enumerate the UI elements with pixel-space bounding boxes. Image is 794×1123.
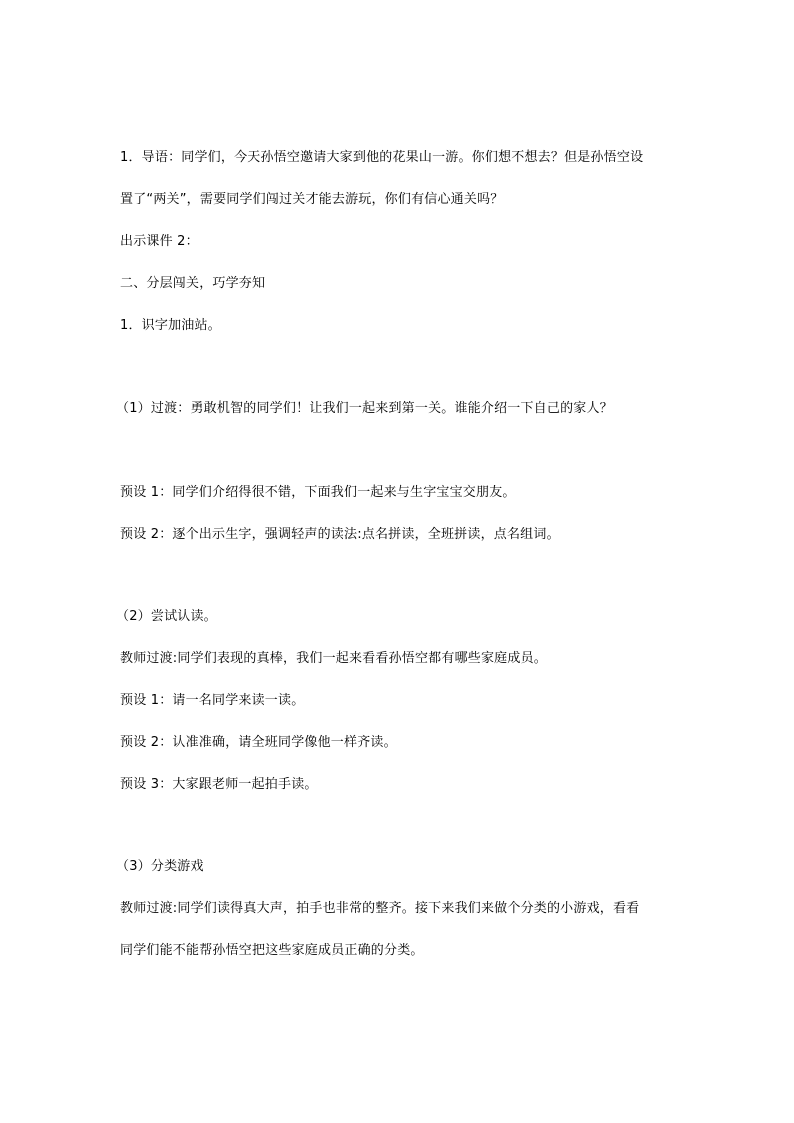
paragraph-intro-line-2: 置了“两关”，需要同学们闯过关才能去游玩，你们有信心通关吗？ xyxy=(120,192,504,207)
step-3-transition-line-2: 同学们能不能帮孙悟空把这些家庭成员正确的分类。 xyxy=(120,943,424,958)
paragraph-intro-line-1: 1．导语：同学们，今天孙悟空邀请大家到他的花果山一游。你们想不想去？但是孙悟空设 xyxy=(120,150,644,165)
step-1-preset-1: 预设 1：同学们介绍得很不错，下面我们一起来与生字宝宝交朋友。 xyxy=(120,485,516,500)
step-1-preset-2: 预设 2：逐个出示生字，强调轻声的读法:点名拼读，全班拼读，点名组词。 xyxy=(120,527,560,542)
paragraph-courseware: 出示课件 2： xyxy=(120,234,199,249)
section-heading: 二、分层闯关，巧学夯知 xyxy=(120,276,266,291)
step-1-transition: （1）过渡：勇敢机智的同学们！让我们一起来到第一关。谁能介绍一下自己的家人？ xyxy=(116,401,613,416)
step-3-transition-line-1: 教师过渡:同学们读得真大声，拍手也非常的整齐。接下来我们来做个分类的小游戏，看看 xyxy=(120,901,640,916)
step-2-transition: 教师过渡:同学们表现的真棒，我们一起来看看孙悟空都有哪些家庭成员。 xyxy=(120,651,547,666)
step-2-preset-1: 预设 1：请一名同学来读一读。 xyxy=(120,693,305,708)
step-2-preset-2: 预设 2：认准准确，请全班同学像他一样齐读。 xyxy=(120,735,397,750)
step-2-preset-3: 预设 3：大家跟老师一起拍手读。 xyxy=(120,777,318,792)
step-2-heading: （2）尝试认读。 xyxy=(116,609,217,624)
step-3-heading: （3）分类游戏 xyxy=(116,859,204,874)
subsection-heading: 1．识字加油站。 xyxy=(120,318,221,333)
